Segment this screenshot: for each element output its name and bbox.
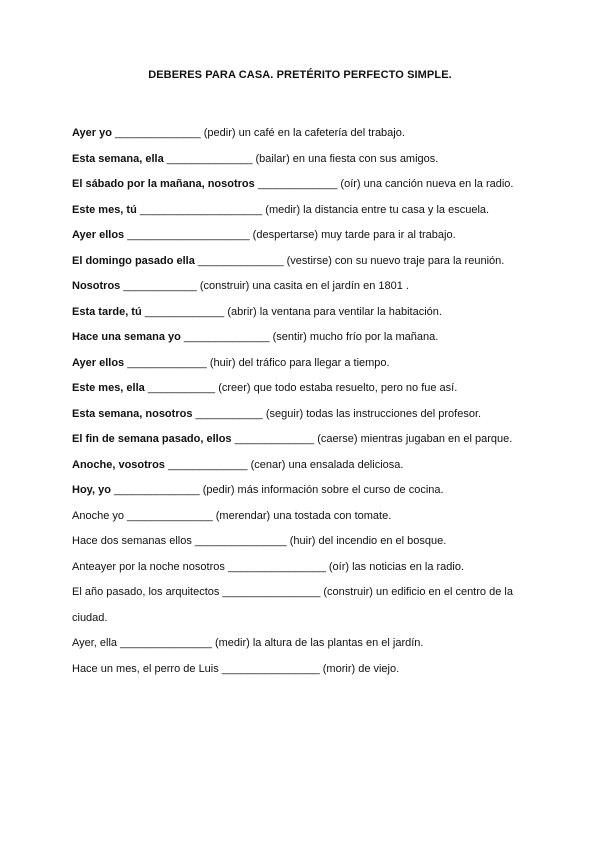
- exercise-rest: (oír) las noticias en la radio.: [328, 560, 465, 573]
- exercise-item: [72, 223, 528, 249]
- answer-blank[interactable]: _____________: [127, 356, 207, 369]
- exercise-lead: Anoche yo: [72, 509, 124, 522]
- exercise-lead: Anoche, vosotros: [72, 458, 165, 471]
- exercise-lead: Anteayer por la noche nosotros: [72, 560, 225, 573]
- exercise-rest: (sentir) mucho frío por la mañana.: [272, 331, 439, 343]
- exercise-item: [72, 402, 528, 428]
- exercise-lead: Este mes, ella: [72, 382, 145, 394]
- exercise-item: [72, 529, 528, 555]
- answer-blank[interactable]: ________________: [222, 586, 321, 598]
- answer-blank[interactable]: ______________: [166, 152, 253, 165]
- exercise-item: [72, 657, 528, 683]
- exercise-item: [72, 478, 528, 504]
- exercise-rest: (vestirse) con su nuevo traje para la reunión.: [286, 254, 505, 267]
- exercise-item: [72, 325, 528, 351]
- exercise-item: [72, 580, 528, 631]
- exercise-rest: (huir) del incendio en el bosque.: [289, 535, 447, 547]
- exercise-lead: Esta semana, ella: [72, 152, 164, 165]
- exercise-item: [72, 274, 528, 300]
- exercise-lead: Ayer yo: [72, 127, 112, 139]
- answer-blank[interactable]: ____________________: [139, 203, 263, 216]
- answer-blank[interactable]: _____________: [167, 458, 248, 471]
- exercise-lead: Ayer ellos: [72, 229, 125, 241]
- answer-blank[interactable]: ________________: [221, 662, 320, 675]
- answer-blank[interactable]: ______________: [127, 509, 213, 522]
- exercise-rest: (medir) la altura de las plantas en el jardín.: [214, 637, 424, 649]
- exercise-rest: (bailar) en una fiesta con sus amigos.: [255, 152, 439, 165]
- answer-blank[interactable]: ____________: [123, 280, 197, 292]
- exercise-lead: Hace dos semanas ellos: [72, 535, 192, 547]
- exercise-rest: (cenar) una ensalada deliciosa.: [250, 458, 404, 471]
- answer-blank[interactable]: ____________________: [127, 229, 250, 241]
- exercise-rest: (medir) la distancia entre tu casa y la escuela.: [265, 203, 490, 216]
- exercise-item: [72, 300, 528, 326]
- exercise-lead: Hace una semana yo: [72, 331, 181, 343]
- answer-blank[interactable]: _____________: [257, 178, 338, 190]
- exercise-item: [72, 555, 528, 581]
- exercise-item: [72, 147, 528, 173]
- answer-blank[interactable]: _______________: [194, 535, 287, 547]
- exercise-lead: Hoy, yo: [72, 484, 111, 496]
- answer-blank[interactable]: ______________: [115, 127, 201, 139]
- page-title: DEBERES PARA CASA. PRETÉRITO PERFECTO SIMPLE.: [148, 69, 452, 81]
- exercise-rest: (abrir) la ventana para ventilar la habitación.: [227, 305, 442, 318]
- exercise-rest: (construir) una casita en el jardín en 1801 .: [199, 280, 409, 292]
- exercise-lead: El año pasado, los arquitectos: [72, 586, 220, 598]
- answer-blank[interactable]: ______________: [113, 484, 200, 496]
- exercise-item: [72, 172, 528, 198]
- exercise-rest: (morir) de viejo.: [322, 662, 400, 675]
- exercise-lead: El sábado por la mañana, nosotros: [72, 178, 255, 190]
- exercise-list: [72, 121, 528, 682]
- exercise-lead: Ayer ellos: [72, 356, 125, 369]
- exercise-rest: (despertarse) muy tarde para ir al trabajo.: [252, 229, 456, 241]
- exercise-item: [72, 504, 528, 530]
- exercise-rest: (seguir) todas las instrucciones del profesor.: [265, 407, 482, 420]
- exercise-item: [72, 427, 528, 453]
- answer-blank[interactable]: ______________: [197, 254, 284, 267]
- answer-blank[interactable]: ________________: [227, 560, 326, 573]
- exercise-rest: (pedir) un café en la cafetería del trabajo.: [203, 127, 405, 139]
- exercise-lead: Nosotros: [72, 280, 121, 292]
- exercise-item: [72, 249, 528, 275]
- answer-blank[interactable]: ___________: [195, 407, 263, 420]
- exercise-item: [72, 121, 528, 147]
- answer-blank[interactable]: _____________: [144, 305, 225, 318]
- exercise-rest: (caerse) mientras jugaban en el parque.: [317, 433, 513, 445]
- exercise-lead: Ayer, ella: [72, 637, 118, 649]
- exercise-lead: Este mes, tú: [72, 203, 137, 216]
- exercise-rest: (creer) que todo estaba resuelto, pero no fue así.: [218, 382, 458, 394]
- exercise-item: [72, 198, 528, 224]
- exercise-rest: (construir) un edificio en el centro de la ciudad.: [72, 586, 513, 624]
- exercise-lead: Hace un mes, el perro de Luis: [72, 662, 219, 675]
- answer-blank[interactable]: _____________: [234, 433, 315, 445]
- exercise-lead: Esta tarde, tú: [72, 305, 142, 318]
- exercise-lead: El fin de semana pasado, ellos: [72, 433, 232, 445]
- exercise-lead: Esta semana, nosotros: [72, 407, 193, 420]
- exercise-rest: (merendar) una tostada con tomate.: [215, 509, 392, 522]
- exercise-item: [72, 453, 528, 479]
- exercise-item: [72, 376, 528, 402]
- exercise-rest: (oír) una canción nueva en la radio.: [340, 178, 514, 190]
- exercise-item: [72, 351, 528, 377]
- answer-blank[interactable]: ______________: [183, 331, 270, 343]
- exercise-rest: (pedir) más información sobre el curso de cocina.: [202, 484, 444, 496]
- answer-blank[interactable]: _______________: [120, 637, 212, 649]
- exercise-item: [72, 631, 528, 657]
- answer-blank[interactable]: ___________: [147, 382, 216, 394]
- exercise-rest: (huir) del tráfico para llegar a tiempo.: [209, 356, 390, 369]
- exercise-lead: El domingo pasado ella: [72, 254, 195, 267]
